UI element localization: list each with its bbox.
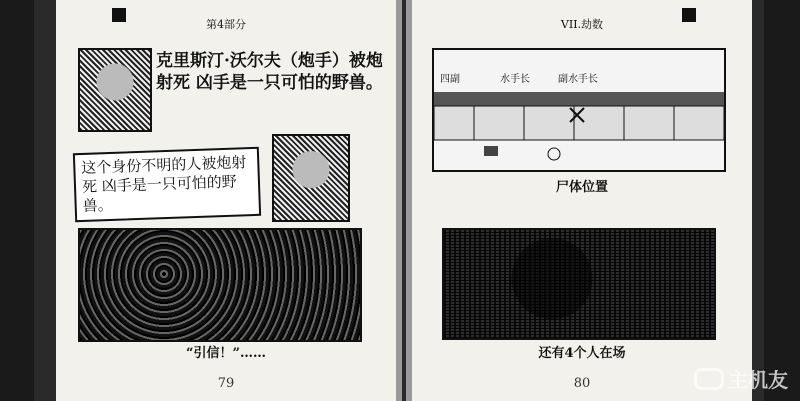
deck-plan-drawing <box>434 50 724 170</box>
book-spread <box>34 0 764 401</box>
gunner-portrait <box>78 48 152 132</box>
map-caption: 尸体位置 <box>555 180 608 195</box>
photo-caption: 还有4个人在场 <box>538 346 626 361</box>
left-page-number: 79 <box>217 376 235 391</box>
map-label-boatswain-mate: 副水手长 <box>558 74 598 85</box>
right-page-header: VII.劫数 <box>560 18 604 31</box>
right-page <box>406 0 752 401</box>
right-page-number: 80 <box>573 376 591 391</box>
ship-deck-map <box>432 48 726 172</box>
cannon-scene-image <box>78 228 362 342</box>
gamepad-icon <box>694 368 724 390</box>
left-caption: “引信！”…… <box>186 346 266 361</box>
handwritten-note: 这个身份不明的人被炮射死 凶手是一只可怕的野兽。 <box>73 147 261 222</box>
victim-portrait <box>272 134 350 222</box>
watermark-text: 主机友 <box>728 368 788 392</box>
left-body-text: 克里斯汀·沃尔夫（炮手）被炮射死 凶手是一只可怕的野兽。 <box>156 51 383 93</box>
left-page <box>56 0 402 401</box>
site-watermark <box>694 364 788 393</box>
witnesses-scene-image <box>442 228 716 340</box>
left-page-header: 第4部分 <box>206 18 246 31</box>
map-label-boatswain: 水手长 <box>500 74 530 85</box>
map-label-fourth-mate: 四副 <box>440 74 460 85</box>
